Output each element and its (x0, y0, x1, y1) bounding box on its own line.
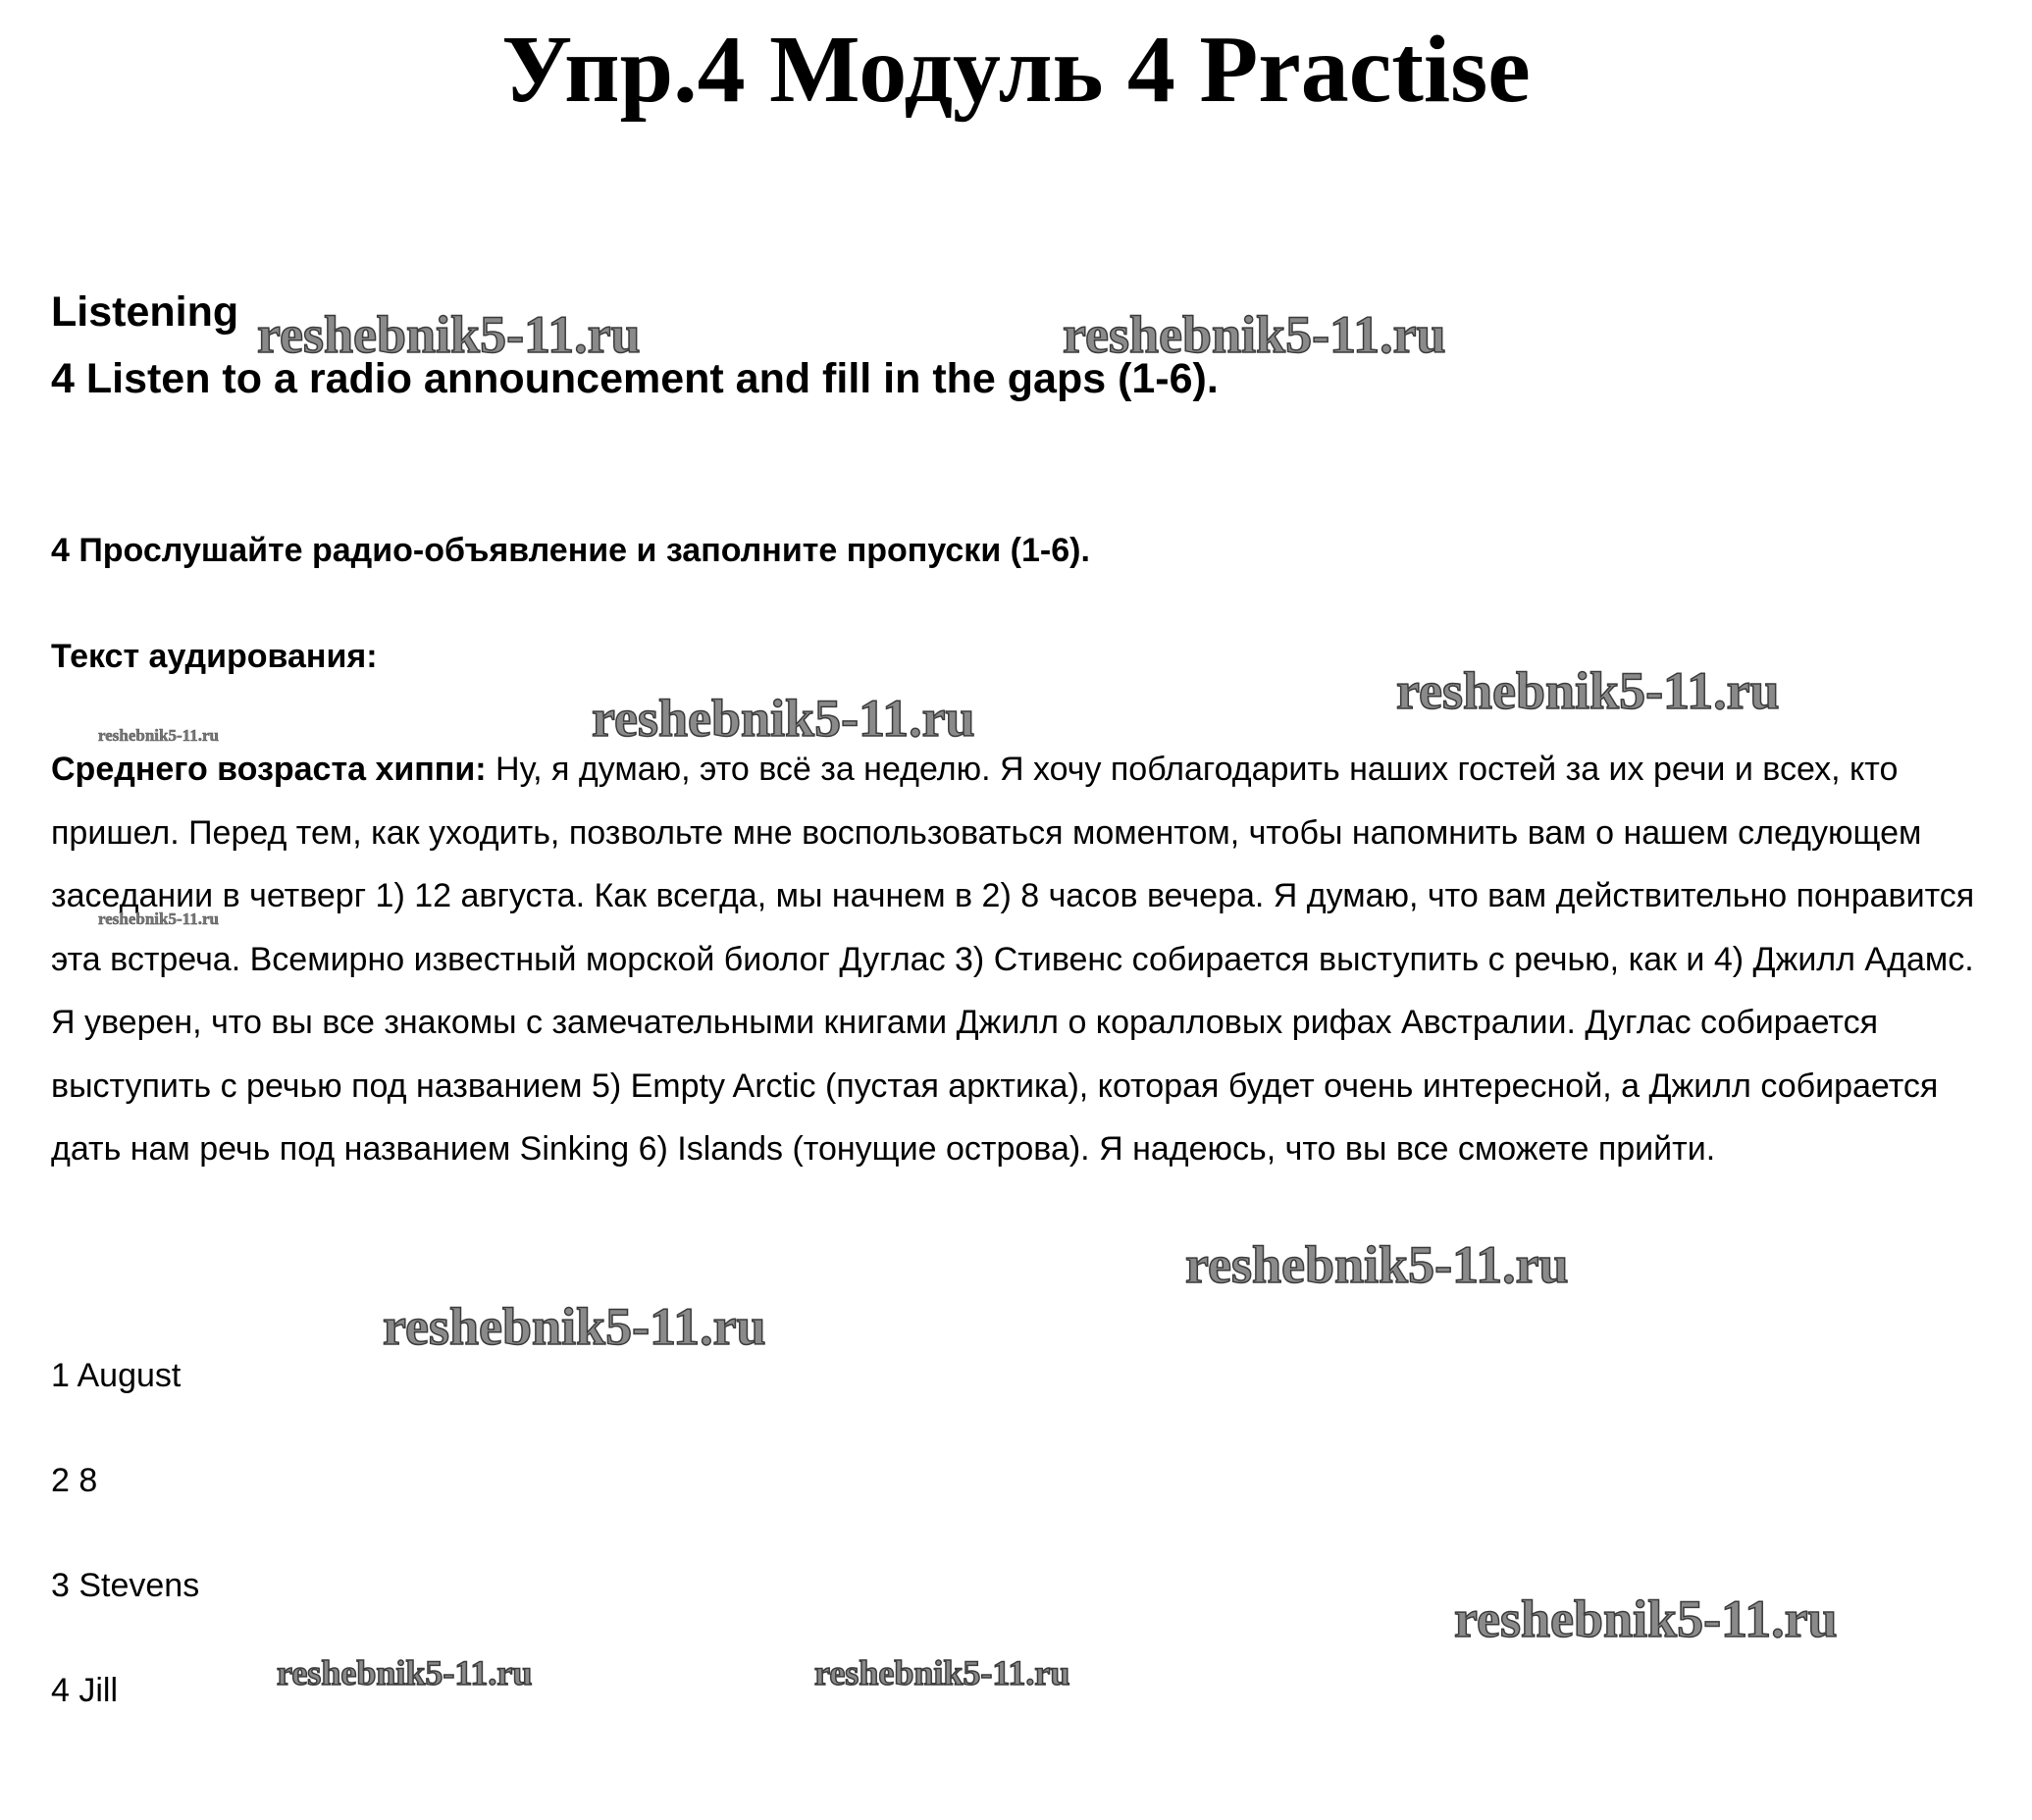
answer-item: 2 8 (51, 1462, 98, 1499)
answer-item: 3 Stevens (51, 1567, 200, 1604)
task-instruction-en: 4 Listen to a radio announcement and fill in the gaps (1-6). (51, 355, 1219, 402)
watermark: reshebnik5-11.ru (257, 305, 641, 364)
answer-list (51, 1346, 199, 1766)
watermark: reshebnik5-11.ru (1185, 1235, 1569, 1294)
page-title: Упр.4 Модуль 4 Practise (501, 17, 1531, 123)
transcript-heading: Текст аудирования: (51, 638, 378, 675)
watermark: reshebnik5-11.ru (592, 689, 975, 748)
watermark: reshebnik5-11.ru (98, 910, 219, 928)
task-instruction-ru: 4 Прослушайте радио-объявление и заполните пропуски (1-6). (51, 532, 1090, 569)
watermark: reshebnik5-11.ru (383, 1297, 766, 1356)
section-label: Listening (51, 288, 239, 336)
transcript-paragraph (51, 738, 1989, 1181)
watermark: reshebnik5-11.ru (1396, 661, 1780, 720)
watermark: reshebnik5-11.ru (1063, 305, 1446, 364)
watermark: reshebnik5-11.ru (814, 1653, 1070, 1692)
answer-item: 4 Jill (51, 1672, 119, 1709)
transcript-speaker: Среднего возраста хиппи: (51, 751, 487, 788)
answer-item: 1 August (51, 1357, 182, 1394)
watermark: reshebnik5-11.ru (277, 1653, 533, 1692)
watermark: reshebnik5-11.ru (98, 726, 219, 745)
transcript-text: Ну, я думаю, это всё за неделю. Я хочу поблагодарить наших гостей за их речи и всех, кто пришел. Перед тем, как уходить, позвольте мне воспользоваться моментом, чтобы напомнить вам о нашем следующем заседании в четверг 1) 12 августа. Как всегда, мы начнем в 2) 8 часов вечера. Я думаю, что вам действительно понравится эта встреча. Всемирно известный морской биолог Дуглас 3) Стивенс собирается выступить с речью, как и 4) Джилл Адамс. Я уверен, что вы все знакомы с замечательными книгами Джилл о коралловых рифах Австралии. Дуглас собирается выступить с речью под названием 5) Empty Arctic (пустая арктика), которая будет очень интересной, а Джилл собирается дать нам речь под названием Sinking 6) Islands (тонущие острова). Я надеюсь, что вы все сможете прийти. (51, 751, 1975, 1168)
watermark: reshebnik5-11.ru (1454, 1589, 1838, 1648)
